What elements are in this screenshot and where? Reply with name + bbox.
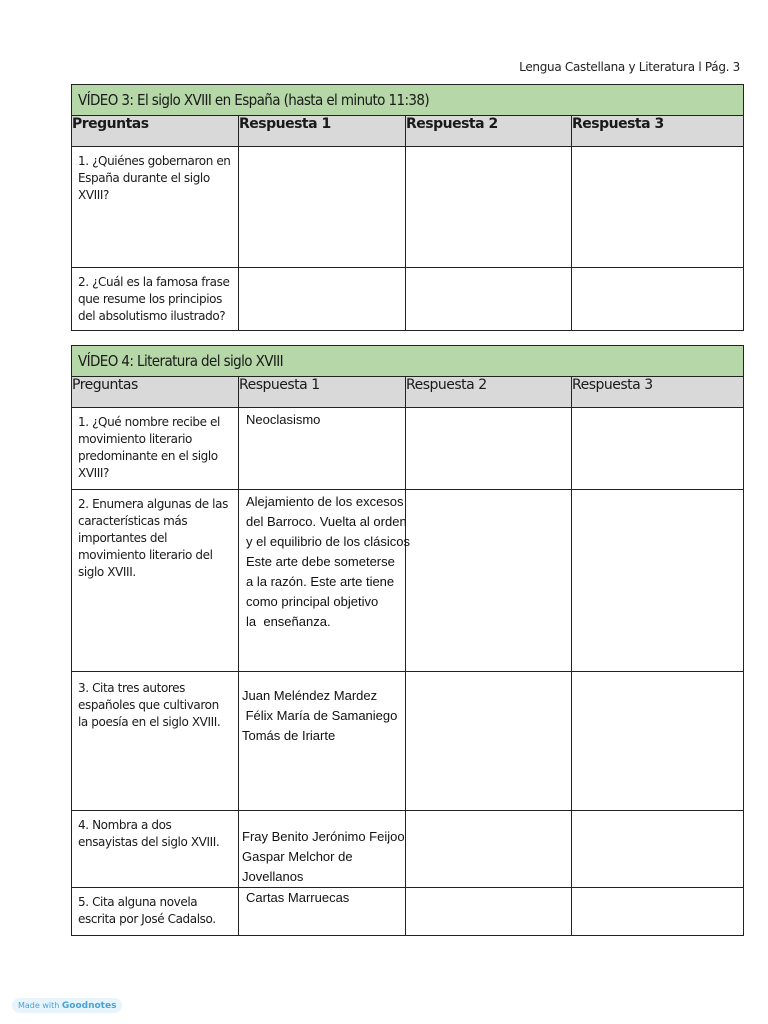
table-row (72, 811, 744, 888)
column-header-preguntas: Preguntas (72, 116, 239, 147)
answer-2-cell[interactable] (406, 268, 572, 331)
video3-table (71, 84, 744, 331)
watermark-brand: Goodnotes (61, 1001, 117, 1011)
question-cell: 1. ¿Qué nombre recibe el movimiento literario predominante en el siglo XVIII? (72, 408, 239, 490)
answer-line: Jovellanos (242, 869, 304, 884)
answer-1-cell[interactable] (239, 490, 411, 672)
answer-3-cell[interactable] (572, 408, 744, 490)
answer-2-cell[interactable] (406, 811, 572, 888)
answer-3-cell[interactable] (572, 490, 744, 672)
answer-line: Cartas Marruecas (246, 890, 350, 905)
answer-3-cell[interactable] (572, 268, 744, 331)
question-cell: 2. ¿Cuál es la famosa frase que resume los principios del absolutismo ilustrado? (72, 268, 239, 331)
answer-3-cell[interactable] (572, 811, 744, 888)
table-row (72, 268, 744, 331)
video4-title: VÍDEO 4: Literatura del siglo XVIII (72, 346, 744, 377)
table-row (72, 147, 744, 268)
column-header-respuesta-3: Respuesta 3 (572, 377, 744, 408)
answer-line: Este arte debe someterse (246, 554, 395, 569)
question-cell: 3. Cita tres autores españoles que cultivaron la poesía en el siglo XVIII. (72, 672, 239, 811)
question-cell: 4. Nombra a dos ensayistas del siglo XVIII. (72, 811, 239, 888)
table-row (72, 490, 744, 672)
question-cell: 1. ¿Quiénes gobernaron en España durante el siglo XVIII? (72, 147, 239, 268)
answer-line: y el equilibrio de los clásicos (246, 534, 411, 549)
goodnotes-watermark (12, 998, 122, 1013)
answer-line: del Barroco. Vuelta al orden (246, 514, 407, 529)
column-header-preguntas: Preguntas (72, 377, 239, 408)
video3-title: VÍDEO 3: El siglo XVIII en España (hasta el minuto 11:38) (72, 85, 744, 116)
answer-line: la enseñanza. (246, 614, 331, 629)
answer-line: Juan Meléndez Mardez (242, 688, 378, 703)
watermark-prefix: Made with (18, 1001, 60, 1010)
answer-line: Gaspar Melchor de (242, 849, 353, 864)
answer-3-cell[interactable] (572, 672, 744, 811)
answer-line: como principal objetivo (246, 594, 379, 609)
page-header: Lengua Castellana y Literatura l Pág. 3 (519, 60, 740, 74)
answer-line: Félix María de Samaniego (242, 708, 398, 723)
column-header-respuesta-2: Respuesta 2 (406, 116, 572, 147)
column-header-respuesta-3: Respuesta 3 (572, 116, 744, 147)
video4-table (71, 345, 744, 936)
question-cell: 2. Enumera algunas de las características más importantes del movimiento literario del siglo XVIII. (72, 490, 239, 672)
answer-1-cell[interactable] (239, 888, 406, 936)
table-row (72, 888, 744, 936)
answer-line: Neoclasismo (246, 412, 321, 427)
table-row (72, 672, 744, 811)
answer-line: Fray Benito Jerónimo Feijoo (242, 829, 405, 844)
answer-line: a la razón. Este arte tiene (246, 574, 395, 589)
answer-1-cell[interactable] (239, 147, 406, 268)
answer-2-cell[interactable] (406, 672, 572, 811)
answer-1-cell[interactable] (239, 672, 406, 811)
column-header-respuesta-1: Respuesta 1 (239, 116, 406, 147)
answer-1-cell[interactable] (239, 268, 406, 331)
column-header-respuesta-2: Respuesta 2 (406, 377, 572, 408)
answer-3-cell[interactable] (572, 888, 744, 936)
answer-2-cell[interactable] (406, 490, 572, 672)
question-cell: 5. Cita alguna novela escrita por José Cadalso. (72, 888, 239, 936)
table-row (72, 408, 744, 490)
answer-1-cell[interactable] (239, 811, 406, 888)
answer-2-cell[interactable] (406, 147, 572, 268)
column-header-respuesta-1: Respuesta 1 (239, 377, 406, 408)
answer-3-cell[interactable] (572, 147, 744, 268)
answer-2-cell[interactable] (406, 408, 572, 490)
answer-line: Tomás de Iriarte (242, 728, 336, 743)
answer-line: Alejamiento de los excesos (246, 494, 404, 509)
answer-1-cell[interactable] (239, 408, 406, 490)
answer-2-cell[interactable] (406, 888, 572, 936)
